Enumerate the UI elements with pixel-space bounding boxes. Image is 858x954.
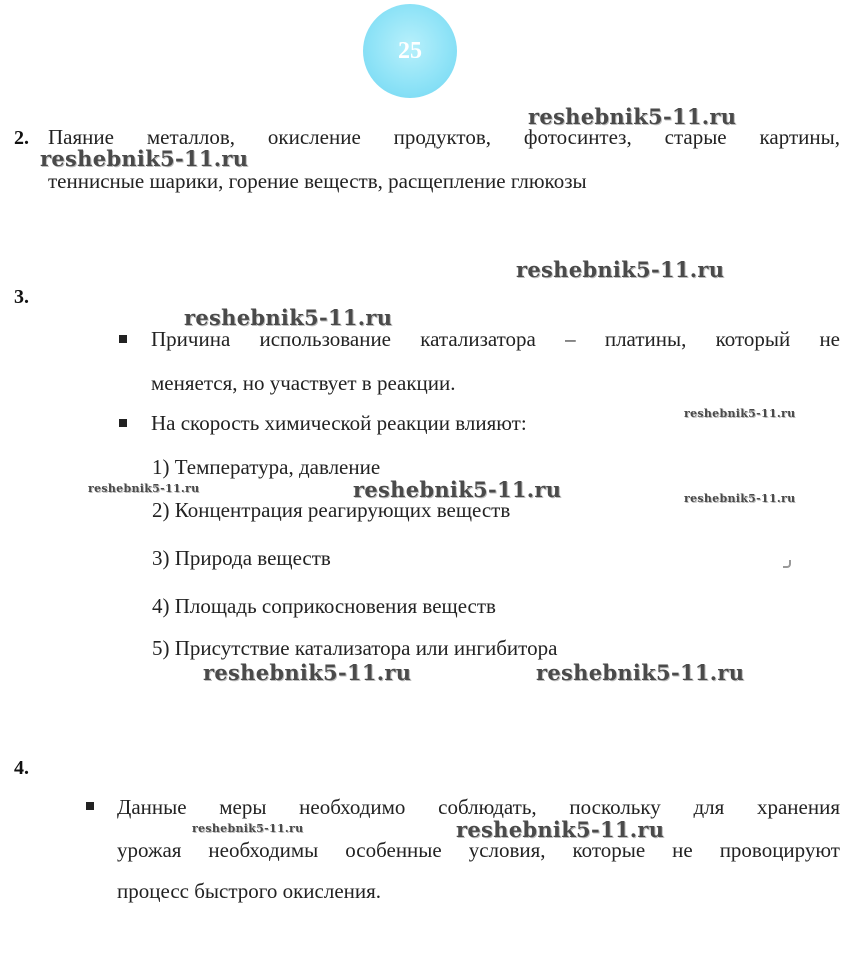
factor-item: 2) Концентрация реагирующих веществ bbox=[152, 498, 511, 522]
word: катализатора bbox=[420, 327, 536, 351]
watermark: reshebnik5-11.ru bbox=[684, 492, 796, 505]
watermark: reshebnik5-11.ru bbox=[353, 477, 562, 502]
word: необходимо bbox=[299, 795, 406, 819]
word: условия, bbox=[468, 838, 546, 862]
word: фотосинтез, bbox=[523, 125, 632, 149]
section-4-line-3: процесс быстрого окисления. bbox=[117, 879, 382, 903]
factor-item: 5) Присутствие катализатора или ингибитора bbox=[152, 636, 558, 660]
word: особенные bbox=[345, 838, 442, 862]
watermark: reshebnik5-11.ru bbox=[516, 257, 725, 282]
section-2-line-2: теннисные шарики, горение веществ, расщепление глюкозы bbox=[48, 169, 587, 193]
word: старые bbox=[664, 125, 727, 149]
section-3-number: 3. bbox=[14, 286, 29, 308]
section-3-bullet-2: На скорость химической реакции влияют: bbox=[151, 411, 527, 435]
bullet-icon bbox=[119, 419, 127, 427]
bullet-icon bbox=[119, 335, 127, 343]
section-3-bullet-1-line-1 bbox=[151, 329, 840, 350]
watermark: reshebnik5-11.ru bbox=[536, 660, 745, 685]
factor-item: 1) Температура, давление bbox=[152, 455, 381, 479]
page-number-badge bbox=[363, 4, 457, 98]
section-4-line-2 bbox=[117, 840, 840, 861]
watermark: reshebnik5-11.ru bbox=[684, 407, 796, 420]
word: металлов, bbox=[146, 125, 236, 149]
word: Причина bbox=[151, 327, 231, 351]
word: соблюдать, bbox=[438, 795, 537, 819]
watermark: reshebnik5-11.ru bbox=[184, 305, 393, 330]
word: урожая bbox=[117, 838, 182, 862]
word: который bbox=[715, 327, 791, 351]
watermark: reshebnik5-11.ru bbox=[40, 146, 249, 171]
watermark: reshebnik5-11.ru bbox=[528, 104, 737, 129]
word: продуктов, bbox=[393, 125, 491, 149]
section-4-line-1 bbox=[117, 797, 840, 818]
word: хранения bbox=[756, 795, 840, 819]
word: для bbox=[693, 795, 725, 819]
factor-item: 3) Природа веществ bbox=[152, 546, 331, 570]
factor-item: 4) Площадь соприкосновения веществ bbox=[152, 594, 496, 618]
section-4-number: 4. bbox=[14, 757, 29, 779]
word: меры bbox=[219, 795, 267, 819]
word: платины, bbox=[604, 327, 687, 351]
word: картины, bbox=[759, 125, 840, 149]
word: не bbox=[672, 838, 693, 862]
watermark: reshebnik5-11.ru bbox=[192, 822, 304, 835]
word: – bbox=[565, 327, 576, 351]
page-number: 25 bbox=[398, 37, 422, 64]
watermark: reshebnik5-11.ru bbox=[203, 660, 412, 685]
word: провоцируют bbox=[719, 838, 840, 862]
word: поскольку bbox=[569, 795, 661, 819]
section-3-bullet-1-line-2: меняется, но участвует в реакции. bbox=[151, 371, 456, 395]
section-2-number: 2. bbox=[14, 127, 29, 149]
watermark: reshebnik5-11.ru bbox=[88, 482, 200, 495]
section-2-line-1 bbox=[48, 127, 840, 148]
bullet-icon bbox=[86, 802, 94, 810]
word: использование bbox=[259, 327, 392, 351]
word: окисление bbox=[267, 125, 361, 149]
word: Паяние bbox=[48, 125, 114, 149]
word: не bbox=[819, 327, 840, 351]
scan-artifact bbox=[783, 560, 791, 568]
word: Данные bbox=[117, 795, 187, 819]
watermark: reshebnik5-11.ru bbox=[456, 817, 665, 842]
word: которые bbox=[572, 838, 646, 862]
word: необходимы bbox=[208, 838, 319, 862]
